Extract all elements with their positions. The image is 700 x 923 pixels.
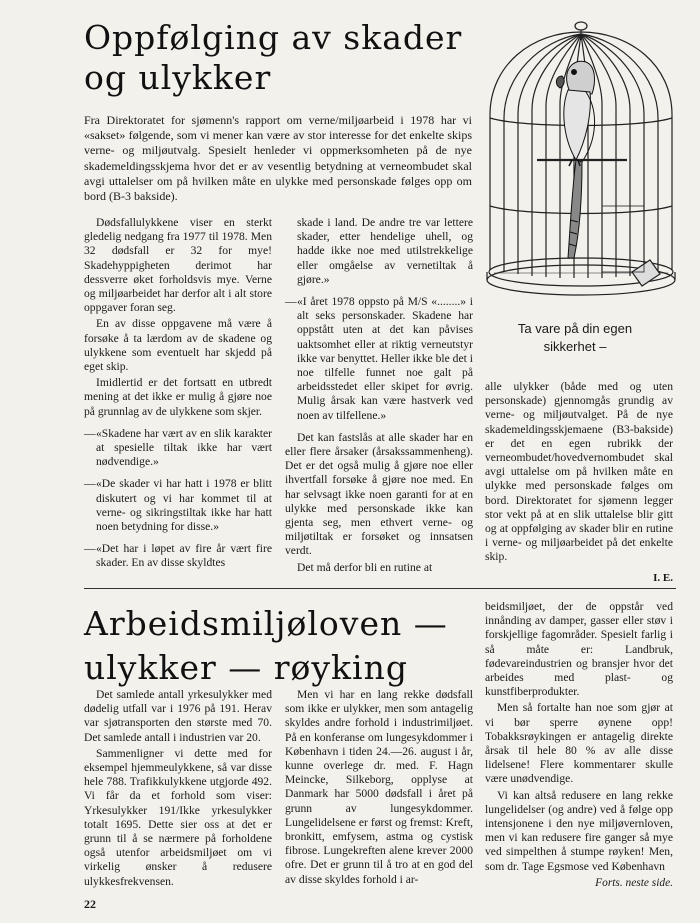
quote: — «De skader vi har hatt i 1978 er blitt diskutert og vi har kommet til at verne- og sikringstiltak ikke har hatt noen betydning for disse.» xyxy=(84,477,272,534)
article2-column-3 xyxy=(485,600,673,890)
article2-title-line2: ulykker — røyking xyxy=(84,648,408,687)
paragraph: Det må derfor bli en rutine at xyxy=(297,560,433,574)
paragraph: beidsmiljøet, der de oppstår ved innånding av damper, gasser eller støv i forskjellige fagområder. Spesielt farlig i så måte er: Landbruk, fødevareindustrien og bransjer hvor det arbeides med plast- og kunstfiberprodukter. xyxy=(485,600,673,699)
article-divider xyxy=(84,588,676,589)
article2-column-2 xyxy=(285,688,473,889)
article1-column-1 xyxy=(84,216,272,573)
quote: — «Det har i løpet av fire år vært fire skader. En av disse skyldtes xyxy=(84,542,272,570)
caption-line-2: sikkerhet – xyxy=(543,339,607,354)
article2-title xyxy=(84,602,479,690)
parrot-cage-illustration xyxy=(482,10,682,315)
paragraph: En av disse oppgavene må være å forsøke å ta lærdom av de skadene og ulykkene som eventuelt har skjedd på eget skip. xyxy=(84,317,272,374)
article1-lead: Fra Direktoratet for sjømenn's rapport om verne/miljøarbeid i 1978 har vi «sakset» følgende, som vi mener kan være av stor interesse for det enkelte skips verne- og miljøutvalg. Spesielt henleder vi oppmerksomheten på de nye skademeldingsskjema hvor det er av vesentlig betydning at verneombudet skal avgi uttalelser om på hvilken måte en ulykke med personskade følges opp om bord (B-3 bakside). xyxy=(84,113,472,204)
article2-title-line1: Arbeidsmiljøloven — xyxy=(84,604,448,643)
article1-column-3 xyxy=(485,380,673,585)
paragraph: Det kan fastslås at alle skader har en eller flere årsaker (årsakssammenheng). Det er det også mulig å gjøre noe eller ihvertfall forsøke å gjøre noe med. En har selvsagt ikke noen garanti for at en ulykke med personskade ikke kan gjenta seg, men ethvert verne- og miljøtiltak er forsøket og innsatsen verdt. xyxy=(285,430,473,558)
continued-note: Forts. neste side. xyxy=(595,876,673,889)
bird-cage-icon xyxy=(482,10,682,315)
paragraph: Men så fortalte han noe som gjør at vi bør sperre øynene opp! Tobakksrøykingen er antagelig direkte årsak til hele 80 % av alle disse lidelsene! Flere kommentarer skulle være unødvendige. xyxy=(485,701,673,786)
paragraph: Sammenligner vi dette med for eksempel hjemmeulykkene, så var disse hele 788. Trafikkulykkene utgjorde 492. Vi får da et forhold som viser: Yrkesulykker 191/Ikke yrkesulykker totalt 1695. Dette sier oss at det er grunn til å se nærmere på forholdene også utenfor arbeidsmiljøet om vi virkelig ønsker å redusere ulykkesfrekvensen. xyxy=(84,746,272,888)
paragraph: Det samlede antall yrkesulykker med dødelig utfall var i 1976 på 191. Herav var sjøtransporten den største med 70. Det samlede antall i industrien var 20. xyxy=(84,688,272,744)
paragraph: skade i land. De andre tre var lettere skader, etter hendelige uhell, og hadde ikke noe med utilstrekkelige eller omgåelse av vernetiltak å gjøre.» xyxy=(297,216,473,286)
article1-title-line2: og ulykker xyxy=(84,58,272,97)
paragraph: Men vi har en lang rekke dødsfall som ikke er ulykker, men som antagelig skyldes andre forhold i industrimiljøet. På en konferanse om lungesykdommer i København i tiden 24.—26. august i år, kunne overlege dr. med. F. Hagn Meincke, Silkeborg, opplyse at Danmark har 5000 dødsfall i året på grunn av lungesykdommer. Lungelidelsene er først og fremst: Kreft, bronkitt, emfysem, astma og cystisk fibrose. Lungekreften alene krever 2000 ofre. Det er grunn til å tro at en god del av disse skyldes forhold i ar- xyxy=(285,688,473,886)
quote: — «I året 1978 oppsto på M/S «........» i alt seks personskader. Skadene har oppstått uten at det kan påvises uaktsomhet eller at riktig verneutstyr ikke var benyttet. Heller ikke ble det i noe tilfelle funnet noe galt på arbeidsstedet eller skipet for øvrig. Mulig årsak kan være hastverk ved noen av tilfellene.» xyxy=(285,295,473,423)
caption-line-1: Ta vare på din egen xyxy=(517,321,633,336)
article2-column-1 xyxy=(84,688,272,891)
page-number: 22 xyxy=(84,897,96,911)
article1-column-2 xyxy=(285,216,473,577)
article1-title xyxy=(84,18,464,98)
paragraph: Vi kan altså redusere en lang rekke lungelidelser (og andre) ved å følge opp intensjonene i den nye miljøvernloven, men vi kan redusere fire ganger så mye ved simpelthen å stumpe røyken! Men, som dr. Tage Egsmose ved København xyxy=(485,788,673,873)
paragraph: alle ulykker (både med og uten personskade) gjennomgås grundig av verne- og miljøutvalget. På de nye skademeldingsskjemaene (B3-bakside) er det en egen rubrikk der verneombudet/hovedvernombudet skal avgi uttalelse om på hvilken måte en ulykke med personskade følges om bord. Direktoratet for sjømenn legger stor vekt på at en slik uttalelse blir gitt og at oppfølging av skader blir en rutine i verne- og miljøarbeidet på det enkelte skip. xyxy=(485,380,673,564)
illustration-caption xyxy=(500,320,650,356)
paragraph: Dødsfallulykkene viser en sterkt gledelig nedgang fra 1977 til 1978. Men 32 dødsfall er 32 for mye! Skadehyppigheten derimot har dessverre øket forholdsvis mye. Verne og miljøarbeidet har derfor alt i alt store oppgaver foran seg. xyxy=(84,216,272,315)
signature: I. E. xyxy=(653,571,673,584)
quote: — «Skadene har vært av en slik karakter at spesielle tiltak ikke har vært nødvendige.» xyxy=(84,427,272,470)
paragraph: Imidlertid er det fortsatt en utbredt mening at det ikke er mulig å gjøre noe på grunnlag av de ulykkene som skjer. xyxy=(84,376,272,418)
article1-title-line1: Oppfølging av skader xyxy=(84,18,463,57)
